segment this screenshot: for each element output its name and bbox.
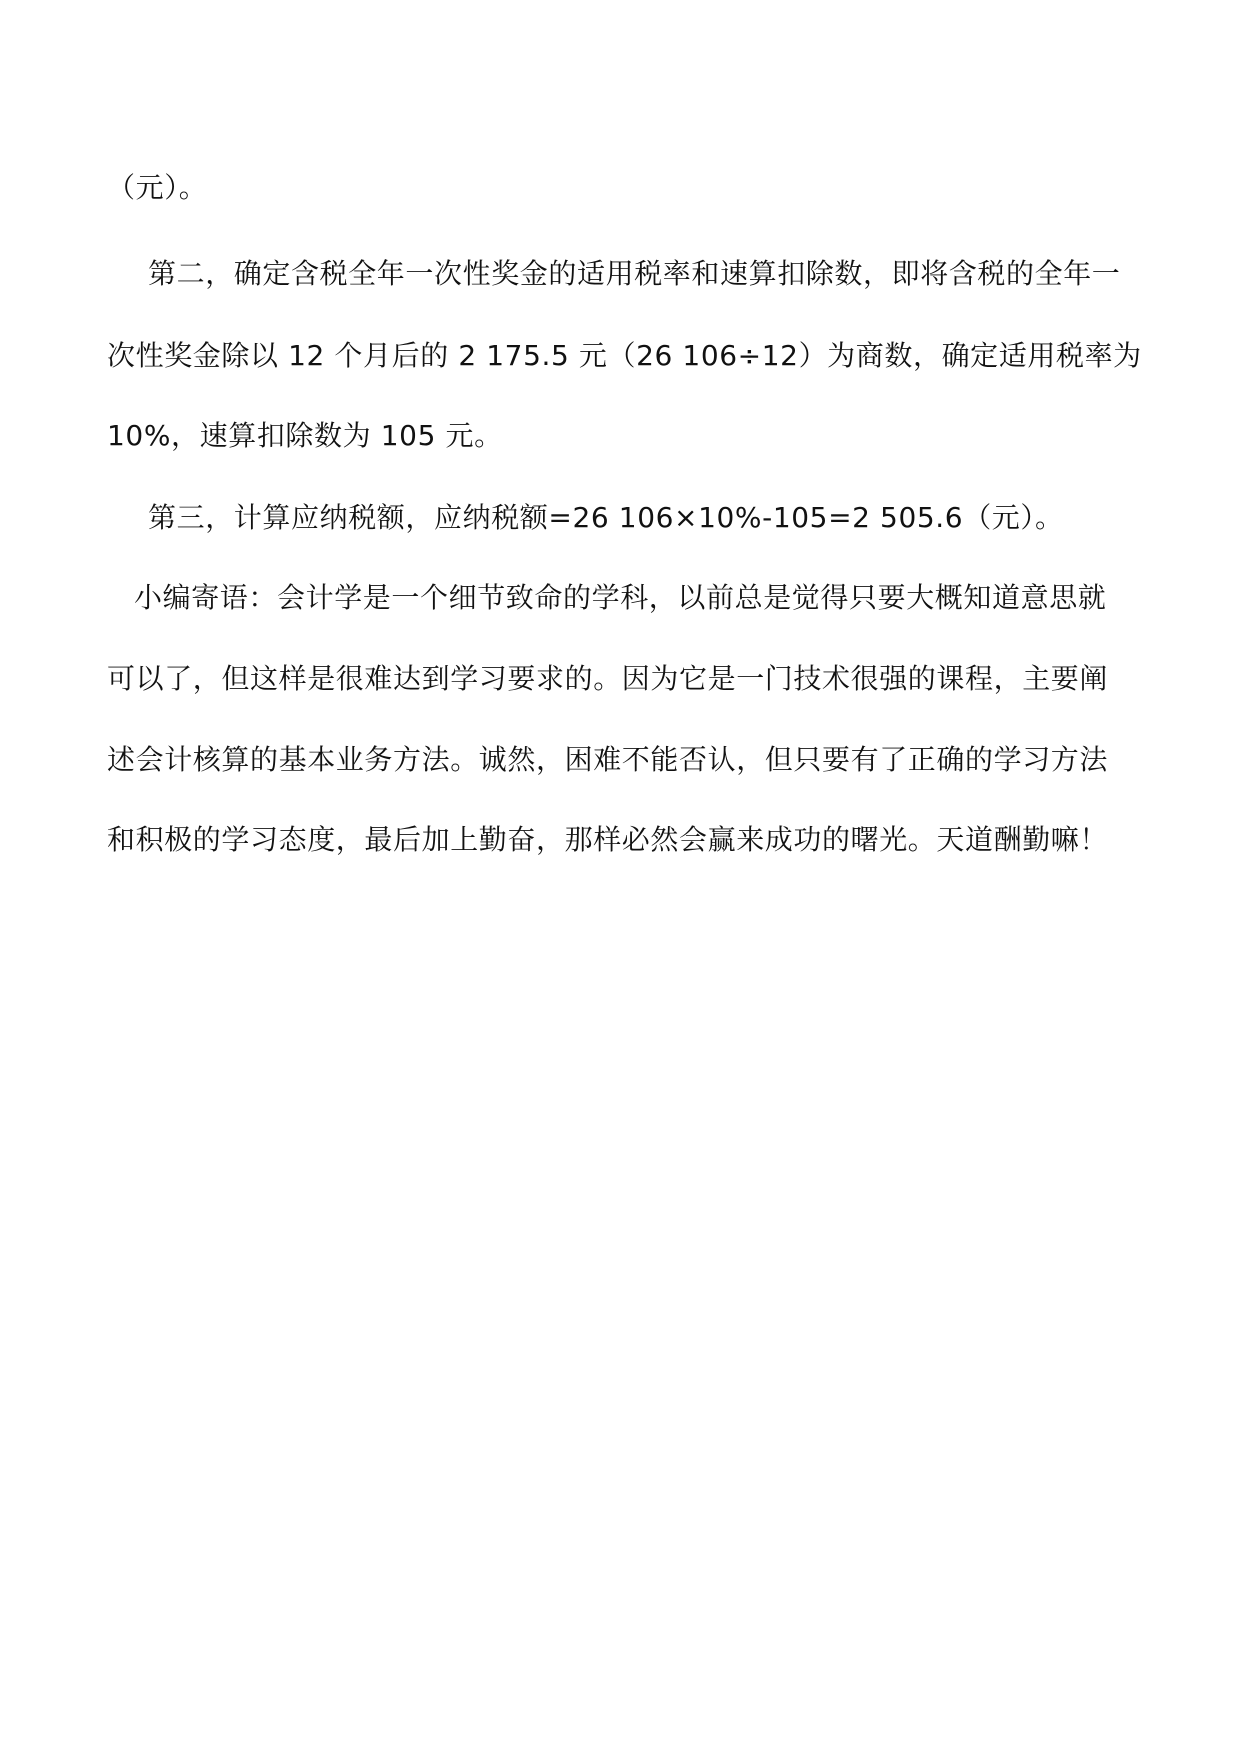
text-line-7: 可以了，但这样是很难达到学习要求的。因为它是一门技术很强的课程，主要阐: [107, 662, 1109, 695]
text-line-9: 和积极的学习态度，最后加上勤奋，那样必然会赢来成功的曙光。天道酬勤嘛！: [107, 823, 1109, 856]
text-line-3: 次性奖金除以 12 个月后的 2 175.5 元（26 106÷12）为商数，确定适用税率为: [107, 339, 1142, 372]
text-line-8: 述会计核算的基本业务方法。诚然，困难不能否认，但只要有了正确的学习方法: [107, 743, 1109, 776]
text-line-2: 第二，确定含税全年一次性奖金的适用税率和速算扣除数，即将含税的全年一: [148, 257, 1121, 290]
text-line-6: 小编寄语：会计学是一个细节致命的学科，以前总是觉得只要大概知道意思就: [134, 581, 1107, 614]
text-line-1: （元）。: [107, 171, 208, 204]
text-line-4: 10%，速算扣除数为 105 元。: [107, 419, 503, 452]
text-line-5: 第三，计算应纳税额，应纳税额=26 106×10%-105=2 505.6（元）。: [148, 501, 1064, 534]
